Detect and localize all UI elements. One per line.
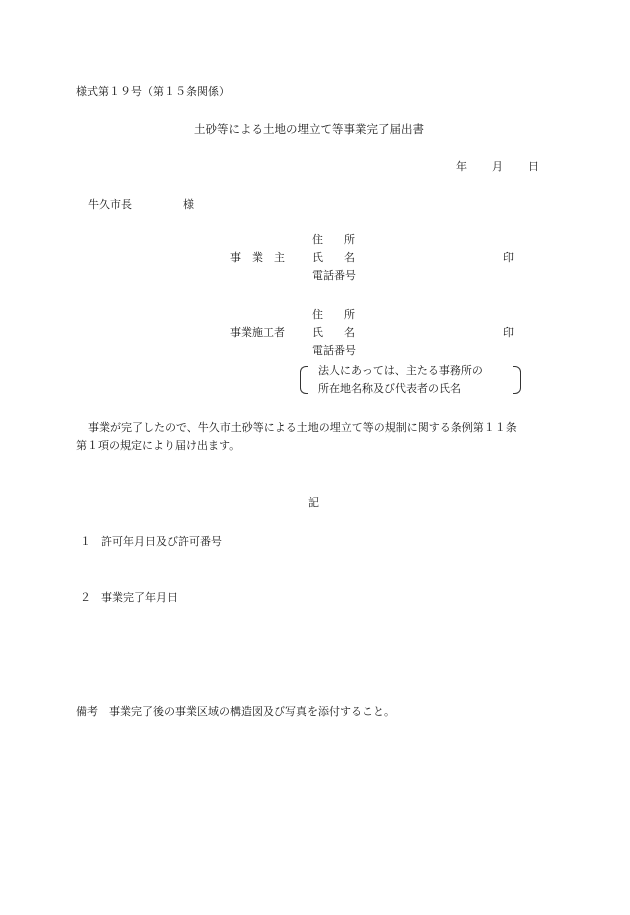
addressee-honorific: 様	[183, 198, 194, 211]
date-year-label: 年	[456, 160, 467, 173]
contractor-name-label: 氏名	[312, 326, 376, 339]
note-bracket-right	[513, 366, 521, 394]
ki-heading: 記	[308, 496, 319, 509]
item-1-number: １	[80, 535, 91, 548]
contractor-seal: 印	[503, 326, 514, 339]
owner-role-label: 事業主	[230, 251, 296, 264]
form-number: 様式第１９号（第１５条関係）	[76, 85, 230, 98]
item-2-label: 事業完了年月日	[101, 591, 178, 604]
owner-phone-label: 電話番号	[312, 269, 356, 282]
owner-address-label: 住所	[312, 233, 376, 246]
owner-name-label: 氏名	[312, 251, 376, 264]
addressee-name: 牛久市長	[88, 198, 132, 211]
contractor-role-label: 事業施工者	[230, 326, 285, 339]
contractor-address-label: 住所	[312, 308, 376, 321]
contractor-phone-label: 電話番号	[312, 344, 356, 357]
item-2-number: ２	[80, 591, 91, 604]
date-day-label: 日	[528, 160, 539, 173]
contractor-note-line1: 法人にあっては、主たる事務所の	[318, 364, 483, 377]
body-text-line1: 事業が完了したので、牛久市土砂等による土地の埋立て等の規制に関する条例第１１条	[88, 421, 517, 434]
owner-seal: 印	[503, 251, 514, 264]
date-month-label: 月	[492, 160, 503, 173]
document-title: 土砂等による土地の埋立て等事業完了届出書	[194, 122, 424, 136]
note-bracket-left	[300, 366, 308, 394]
item-1-label: 許可年月日及び許可番号	[101, 535, 222, 548]
body-text-line2: 第１項の規定により届け出ます。	[76, 439, 241, 452]
contractor-note-line2: 所在地名称及び代表者の氏名	[318, 382, 461, 395]
remarks: 備考 事業完了後の事業区域の構造図及び写真を添付すること。	[76, 705, 395, 718]
